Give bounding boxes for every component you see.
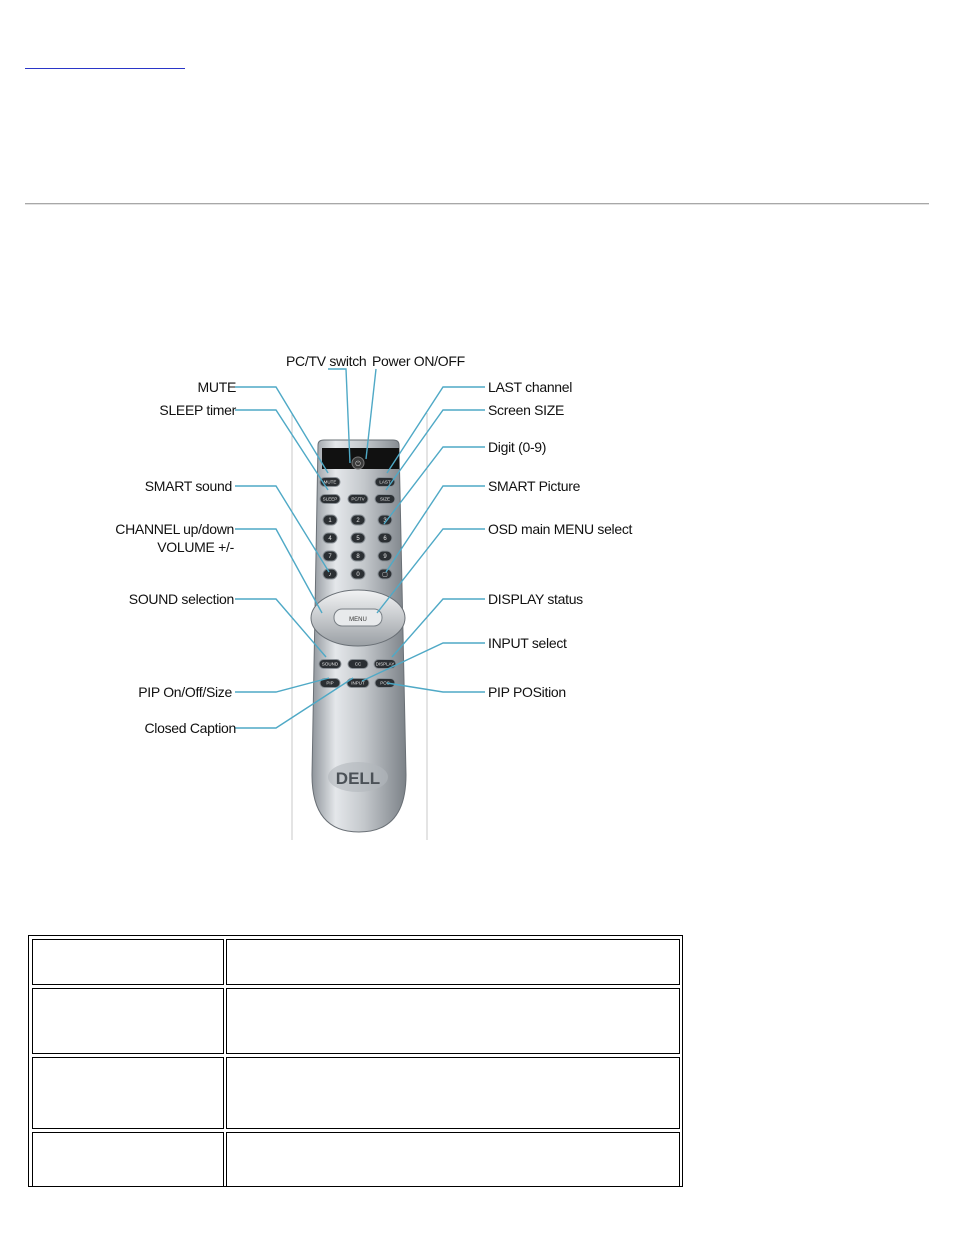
digit-button-label: 9	[383, 554, 387, 561]
digit-button-label: 7	[328, 554, 332, 561]
table-cell	[32, 1057, 224, 1129]
mute-button-label: MUTE	[323, 479, 337, 485]
label-sound-selection: SOUND selection	[128, 591, 234, 607]
sleep-button-label: SLEEP	[322, 496, 338, 502]
top-link[interactable]	[25, 52, 185, 69]
digit-button-label: 2	[356, 518, 360, 525]
digit-button-label: 5	[356, 536, 360, 543]
label-closed-caption: Closed Caption	[144, 720, 236, 736]
digit-button-label: 8	[356, 554, 360, 561]
display-button-label: DISPLAY	[375, 661, 395, 667]
remote-control-figure	[100, 345, 660, 840]
dell-logo: DELL	[335, 769, 381, 788]
input-button-label: INPUT	[351, 680, 365, 686]
label-smart-sound: SMART sound	[144, 478, 232, 494]
pip-button-label: PIP	[326, 680, 334, 686]
label-osd-menu: OSD main MENU select	[488, 521, 633, 537]
table-cell	[226, 1132, 680, 1187]
digit-button-label: 3	[383, 518, 387, 525]
table-cell	[226, 988, 680, 1054]
cc-button-label: CC	[354, 661, 362, 667]
pc-tv-button-label: PC/TV	[351, 496, 365, 502]
label-pip-position: PIP POSition	[488, 684, 566, 700]
label-digit: Digit (0-9)	[488, 439, 547, 455]
label-smart-picture: SMART Picture	[488, 478, 581, 494]
power-icon: ⏻	[355, 460, 361, 468]
label-sleep: SLEEP timer	[159, 402, 236, 418]
spec-table	[28, 935, 683, 1187]
table-cell	[32, 1132, 224, 1187]
label-input-select: INPUT select	[488, 635, 567, 651]
label-channel: CHANNEL up/down	[115, 521, 234, 537]
smart-picture-button-label: ▢	[382, 572, 388, 579]
label-volume: VOLUME +/-	[157, 539, 234, 555]
label-pc-tv-switch: PC/TV switch	[286, 353, 367, 369]
label-last-channel: LAST channel	[488, 379, 573, 395]
digit-button-label: 0	[356, 572, 360, 579]
table-cell	[32, 988, 224, 1054]
table-cell	[226, 939, 680, 985]
digit-button-label: 4	[328, 536, 332, 543]
last-button-label: LAST	[379, 479, 391, 485]
digit-button-label: 6	[383, 536, 387, 543]
size-button-label: SIZE	[379, 496, 391, 502]
pos-button-label: POS	[380, 680, 390, 686]
label-mute: MUTE	[197, 379, 236, 395]
horizontal-rule	[25, 203, 929, 205]
table-cell	[226, 1057, 680, 1129]
digit-button-label: 1	[328, 518, 332, 525]
menu-button-label: MENU	[349, 617, 367, 623]
label-power: Power ON/OFF	[372, 353, 465, 369]
table-cell	[32, 939, 224, 985]
sound-button-label: SOUND	[321, 661, 339, 667]
label-display-status: DISPLAY status	[488, 591, 583, 607]
smart-sound-button-label: ♪	[328, 572, 332, 579]
label-pip-onoff: PIP On/Off/Size	[138, 684, 232, 700]
label-screen-size: Screen SIZE	[488, 402, 565, 418]
